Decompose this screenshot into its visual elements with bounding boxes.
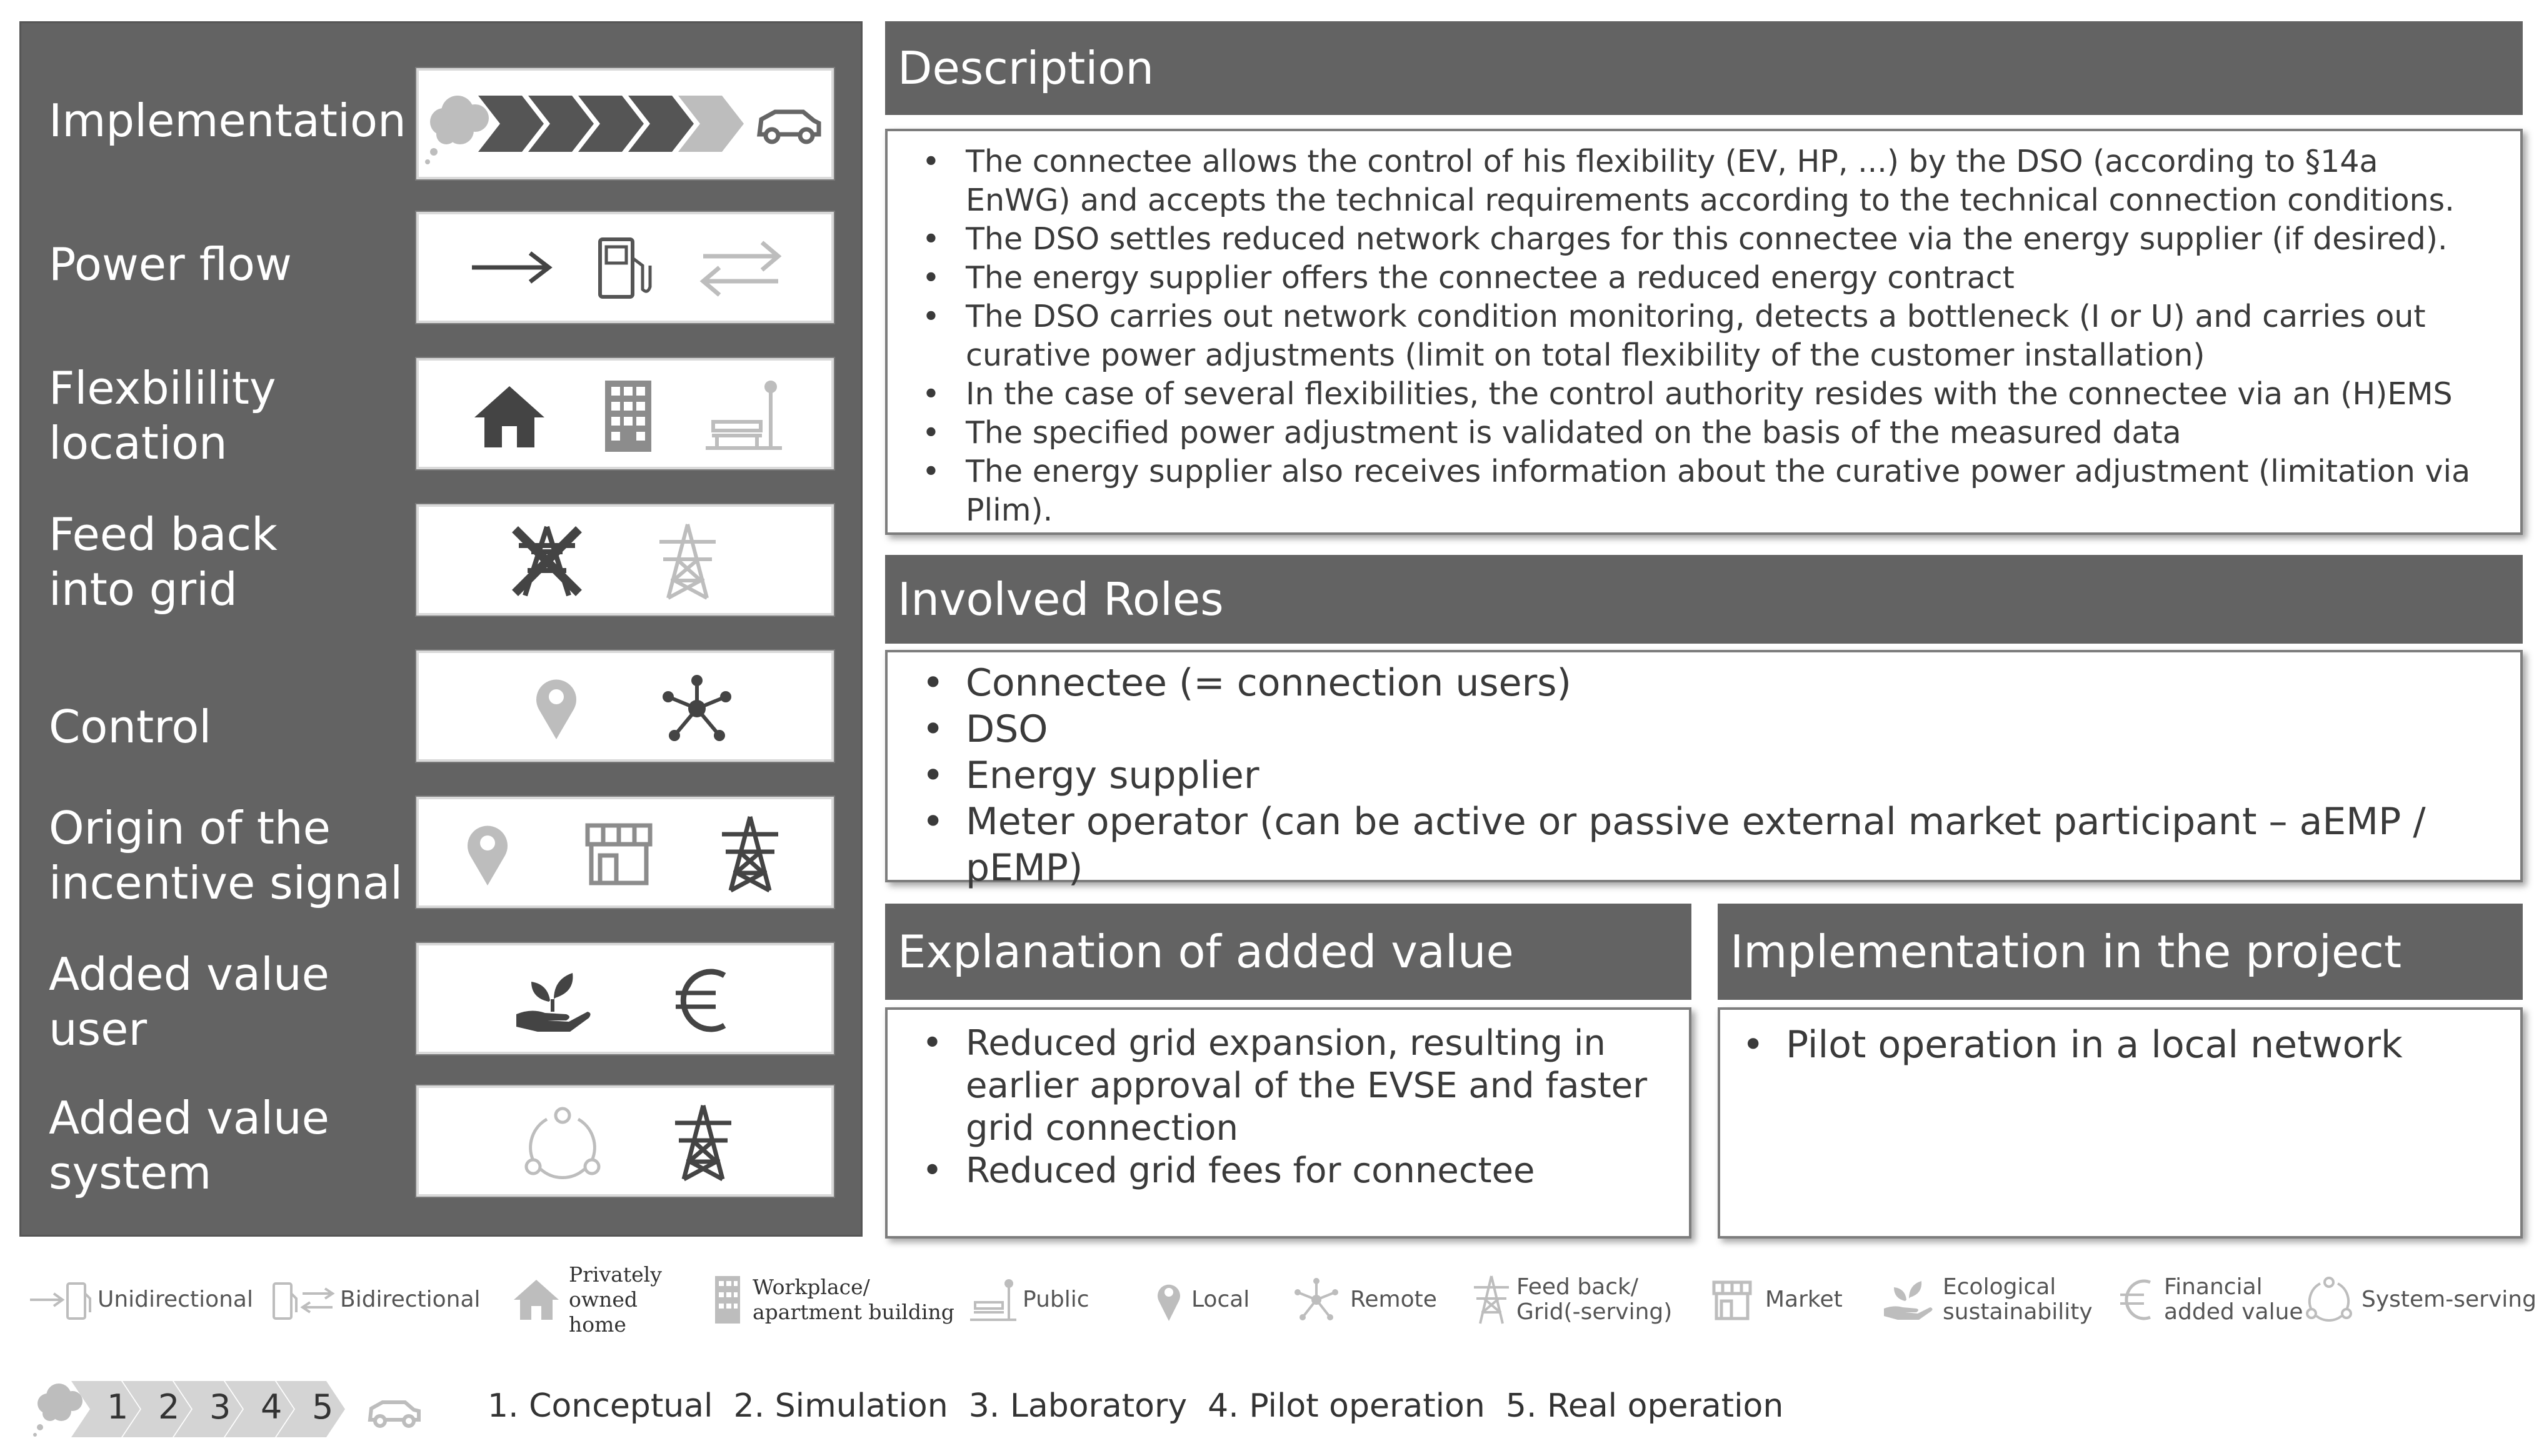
implementation-stage-icon [419,71,831,177]
description-item: • The energy supplier offers the connectee a reduced energy contract [922,259,2485,297]
legend-market [1710,1269,1843,1331]
legend-remote [1294,1269,1437,1331]
bidirectional-arrow-icon [697,236,784,299]
euro-icon [672,963,734,1038]
home-legend-icon [513,1277,560,1322]
row-label-control: Control [49,701,212,753]
legend-bidirectional [270,1269,481,1331]
euro-legend-icon [2118,1274,2155,1326]
criteria-panel [19,21,863,1237]
feed-back-icon-box [416,504,834,616]
remote-legend-icon [1294,1277,1339,1322]
fuel-pump-icon [594,233,656,303]
legend-bidirectional-label: Bidirectional [340,1287,481,1312]
roles-header [885,555,2523,644]
row-label-flexibility-location: Flexbilility location [49,362,276,469]
description-list [922,142,2485,530]
added-value-user-icon-box [416,943,834,1054]
transmission-tower-icon [669,1102,738,1183]
role-item: • Connectee (= connection users) [922,660,2520,706]
stage-number-2: 2 [158,1387,180,1427]
added-value-system-icon-box [416,1085,834,1197]
implementation-project-item: • Pilot operation in a local network [1742,1022,2403,1067]
stages-chevron-strip [28,1375,453,1444]
system-serving-cycle-icon [522,1107,603,1182]
roles-title: Involved Roles [898,573,1224,626]
legend-system-serving [2305,1269,2536,1331]
description-header [885,21,2523,115]
description-item: • The connectee allows the control of his flexibility (EV, HP, ...) by the DSO (according to §14a EnWG) and accepts the technical requirements according to the technical connection conditions. [922,142,2485,220]
system-serving-legend-icon [2305,1276,2353,1324]
market-icon [581,818,656,888]
roles-list [922,660,2520,891]
description-title: Description [898,42,1154,94]
row-label-origin-incentive: Origin of the incentive signal [49,802,403,909]
flexibility-location-icon-box [416,358,834,469]
legend-public [969,1269,1089,1331]
implementation-project-list [1742,1022,2403,1067]
description-item: • The specified power adjustment is validated on the basis of the measured data [922,414,2485,452]
roles-box [885,650,2523,890]
implementation-project-header [1718,904,2523,1000]
unidirectional-arrow-icon [469,239,556,296]
description-item: • In the case of several flexibilities, the control authority resides with the connectee via an (H)EMS [922,375,2485,414]
role-item: • Energy supplier [922,752,2520,799]
row-label-added-value-user: Added value user [49,948,329,1055]
home-icon [472,382,547,451]
added-value-title: Explanation of added value [898,925,1514,978]
transmission-tower-icon [716,813,784,894]
ecological-hand-plant-icon [513,967,594,1035]
legend-remote-label: Remote [1350,1287,1437,1312]
stage-number-1: 1 [107,1387,129,1427]
unidirectional-fuel-icon [28,1277,93,1322]
legend-ecological-label: Ecological sustainability [1943,1274,2093,1325]
description-item: • The energy supplier also receives information about the curative power adjustment (limitation via Plim). [922,452,2485,530]
description-item: • The DSO settles reduced network charges for this connectee via the energy supplier (if desired). [922,220,2485,259]
legend-workplace-label: Workplace/ apartment building [753,1275,954,1324]
legend-public-label: Public [1023,1287,1089,1312]
row-label-power-flow: Power flow [49,238,292,291]
legend-system-serving-label: System-serving [2361,1287,2536,1312]
legend-local-label: Local [1191,1287,1250,1312]
legend-ecological [1881,1269,2093,1331]
stage-number-5: 5 [312,1387,334,1427]
stage-number-3: 3 [209,1387,231,1427]
apartment-building-icon [600,378,656,454]
stage-chevrons-icon [28,1375,453,1444]
added-value-item: • Reduced grid expansion, resulting in earlier approval of the EVSE and faster grid connection [922,1022,1672,1150]
description-item: • The DSO carries out network condition monitoring, detects a bottleneck (I or U) and carries out curative power adjustments (limit on total flexibility of the customer installation) [922,297,2485,375]
bench-legend-icon [969,1277,1018,1322]
role-item: • Meter operator (can be active or passive external market participant – aEMP / pEMP) [922,799,2520,891]
legend-market-label: Market [1765,1287,1843,1312]
row-label-added-value-system: Added value system [49,1092,329,1199]
implementation-project-box [1718,1007,2523,1239]
role-item: • DSO [922,706,2520,752]
legend-financial-label: Financial added value [2164,1274,2303,1325]
description-box [885,129,2523,535]
added-value-header [885,904,1691,1000]
feed-back-crossed-icon [506,521,588,602]
legend-workplace [711,1269,954,1331]
row-label-implementation: Implementation [49,94,406,147]
stage-number-4: 4 [261,1387,283,1427]
power-flow-icon-box [416,212,834,323]
legend-feedback [1471,1269,1672,1331]
transmission-tower-light-icon [653,521,722,602]
control-icon-box [416,651,834,762]
legend-feedback-label: Feed back/ Grid(-serving) [1516,1274,1673,1325]
legend-private-home [513,1257,662,1342]
market-legend-icon [1710,1277,1754,1322]
local-pin-icon [531,672,581,742]
legend-local [1155,1269,1249,1331]
row-label-feed-back: Feed back into grid [49,508,278,616]
legend-private-home-label: Privately owned home [569,1262,662,1337]
legend-unidirectional [28,1269,253,1331]
added-value-item: • Reduced grid fees for connectee [922,1150,1672,1192]
local-legend-icon [1155,1277,1183,1322]
implementation-project-title: Implementation in the project [1730,925,2402,978]
added-value-box [885,1007,1691,1239]
stages-description: 1. Conceptual 2. Simulation 3. Laboratory 4. Pilot operation 5. Real operation [488,1387,1784,1425]
park-bench-icon [703,378,784,454]
added-value-list [922,1022,1672,1192]
bidirectional-fuel-icon [270,1277,335,1322]
remote-network-icon [659,674,734,743]
origin-incentive-icon-box [416,797,834,908]
legend-unidirectional-label: Unidirectional [98,1287,253,1312]
local-pin-icon [463,818,513,888]
tower-legend-icon [1471,1274,1511,1326]
ecological-legend-icon [1881,1277,1934,1322]
apartment-legend-icon [711,1274,744,1326]
implementation-icon-box [416,68,834,179]
legend-financial [2118,1269,2303,1331]
